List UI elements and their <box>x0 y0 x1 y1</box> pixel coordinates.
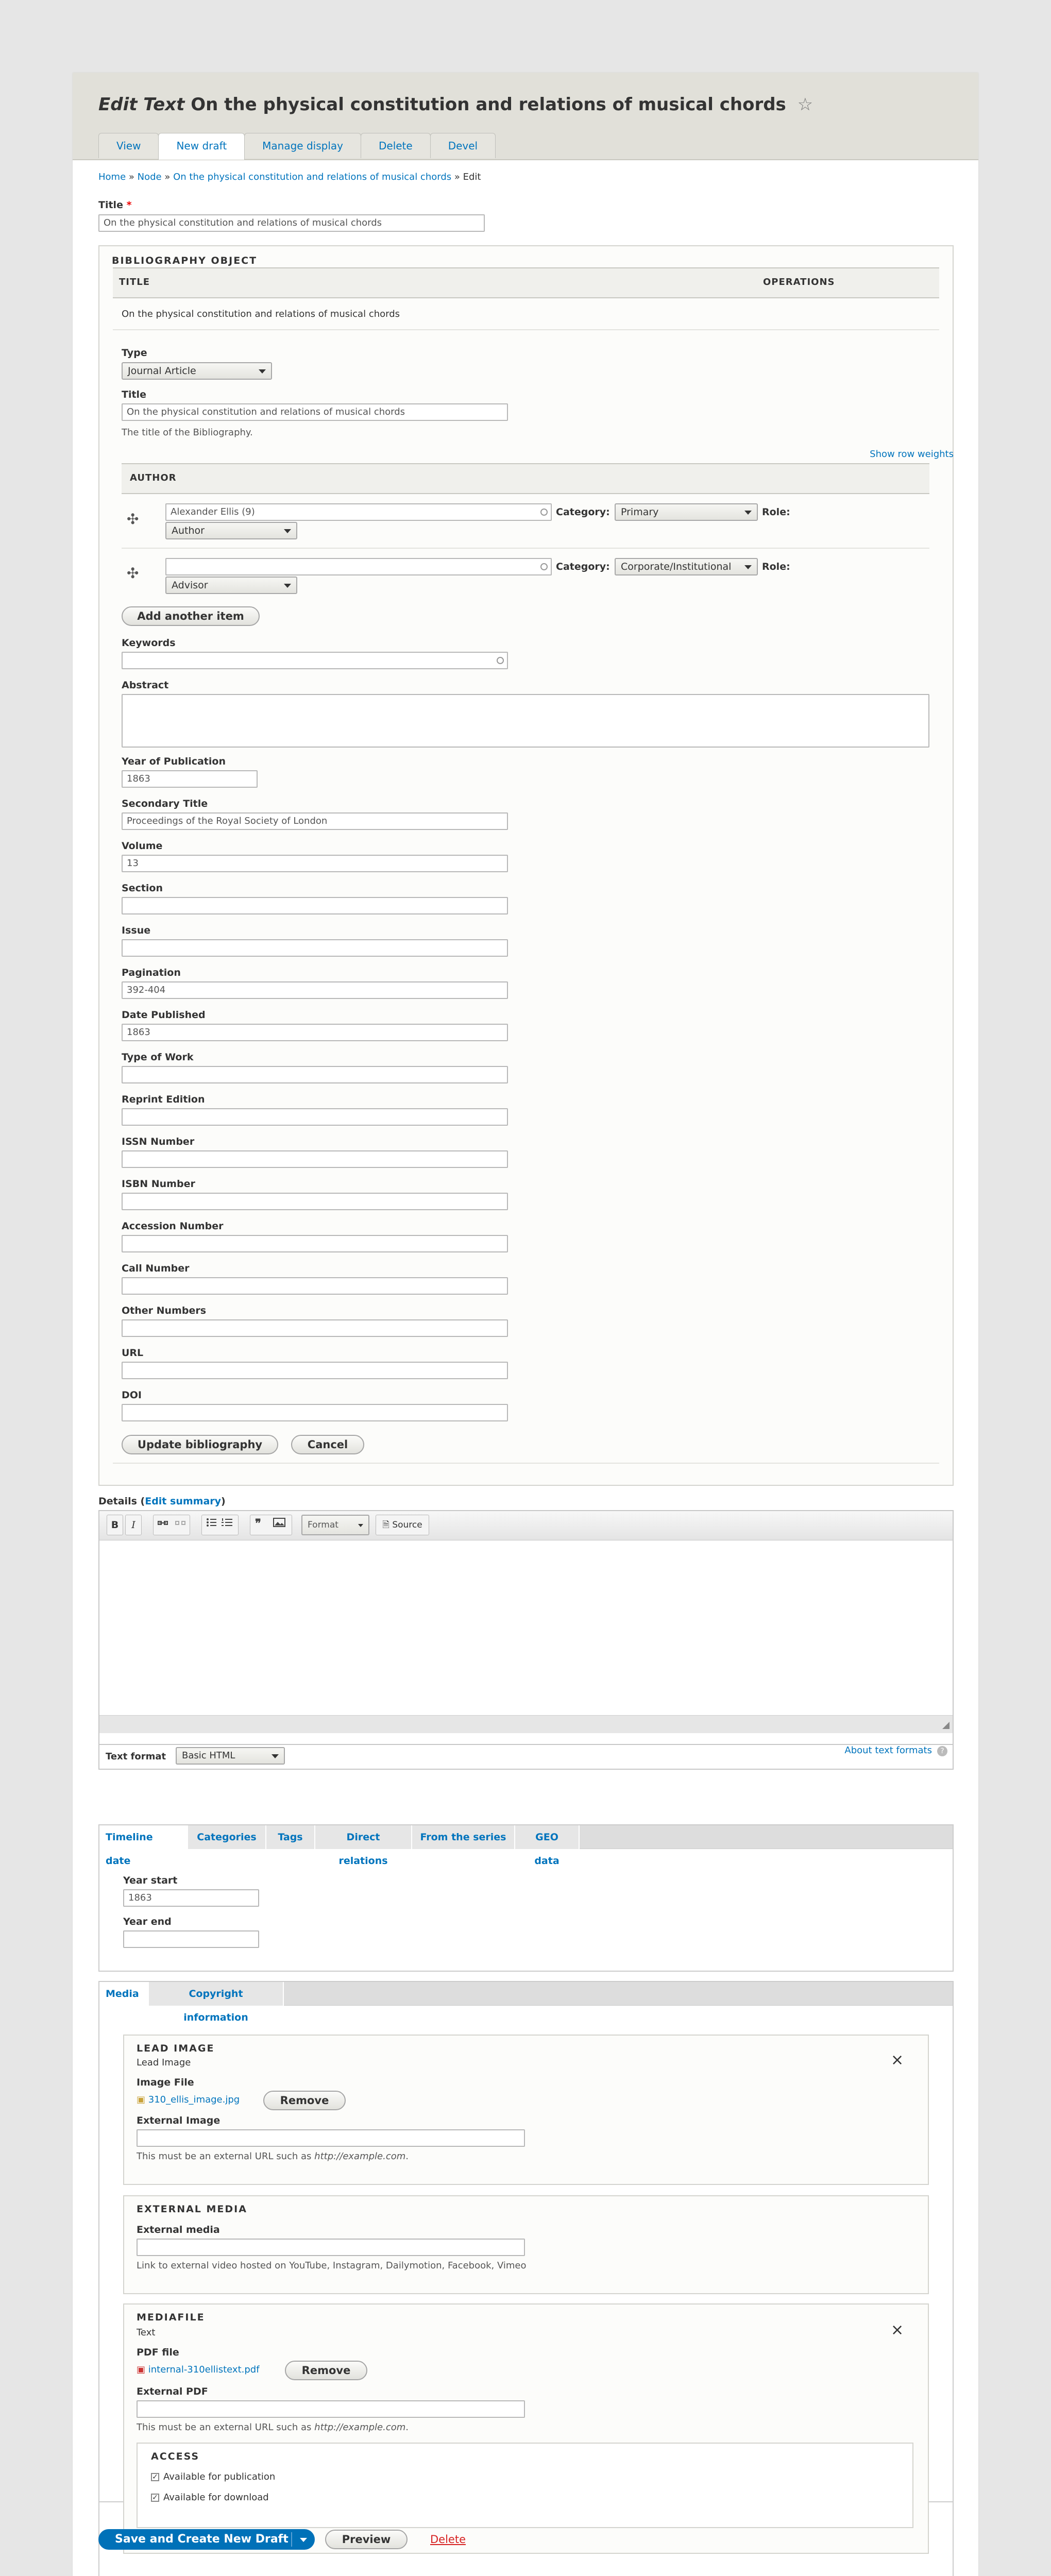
author-table-header <box>122 463 929 494</box>
tab-direct-relations[interactable]: Direct relations <box>315 1825 412 1849</box>
tab-timeline-date[interactable]: Timeline date <box>99 1825 188 1849</box>
field-label: URL <box>122 1347 144 1359</box>
tab-delete[interactable]: Delete <box>361 133 431 158</box>
format-dropdown-value: Format <box>308 1520 338 1530</box>
available-download-checkbox[interactable]: ✓ <box>151 2494 159 2502</box>
available-publication-checkbox[interactable]: ✓ <box>151 2473 159 2481</box>
available-download-label: Available for download <box>163 2492 269 2503</box>
external-media-legend: EXTERNAL MEDIA <box>137 2204 247 2215</box>
type-of-work-input[interactable] <box>122 1066 508 1083</box>
source-label: Source <box>392 1520 422 1530</box>
divider <box>113 1463 939 1464</box>
bibliography-legend: BIBLIOGRAPHY OBJECT <box>112 255 258 266</box>
tab-new-draft[interactable]: New draft <box>158 133 245 160</box>
text-format-wrapper <box>98 1745 954 1770</box>
drag-handle-icon[interactable]: ✣ <box>127 511 139 528</box>
about-text-formats-link[interactable]: About text formats <box>844 1745 932 1756</box>
tab-copyright-information[interactable]: Copyright information <box>149 1982 284 2006</box>
year-of-publication-input[interactable]: 1863 <box>122 770 258 788</box>
text-format-label: Text format <box>106 1751 166 1762</box>
secondary-title-input[interactable]: Proceedings of the Royal Society of London <box>122 812 508 830</box>
role-select-value: Author <box>172 525 205 536</box>
keywords-input[interactable] <box>122 652 508 669</box>
title-input[interactable]: On the physical constitution and relations of musical chords <box>98 214 485 232</box>
save-button[interactable] <box>98 2529 315 2550</box>
breadcrumb-node[interactable]: Node <box>137 172 162 182</box>
source-button[interactable] <box>376 1515 429 1535</box>
image-file-label: Image File <box>137 2077 194 2088</box>
external-image-label: External Image <box>137 2115 221 2126</box>
isbn-number-input[interactable] <box>122 1193 508 1210</box>
available-download-row[interactable] <box>151 2492 269 2503</box>
author-name-input[interactable] <box>165 503 552 521</box>
help-icon[interactable]: ? <box>937 1746 947 1756</box>
title-label-text: Title <box>98 199 123 211</box>
url-input[interactable] <box>122 1362 508 1379</box>
image-file-row <box>137 2094 240 2105</box>
page-header <box>73 73 978 160</box>
year-start-label: Year start <box>123 1875 178 1886</box>
tab-media[interactable]: Media <box>99 1982 149 2006</box>
role-select[interactable] <box>165 522 297 539</box>
chevron-down-icon <box>284 584 291 588</box>
field-label: ISSN Number <box>122 1136 195 1147</box>
other-numbers-input[interactable] <box>122 1319 508 1337</box>
format-dropdown[interactable] <box>301 1515 369 1535</box>
autocomplete-icon <box>540 563 548 570</box>
details-label: Details (Edit summary) <box>98 1496 226 1507</box>
field-label: Issue <box>122 925 151 936</box>
external-media-input[interactable] <box>137 2239 525 2256</box>
bibliography-table-header <box>113 267 939 298</box>
external-pdf-input[interactable] <box>137 2400 525 2418</box>
cancel-button[interactable]: Cancel <box>291 1435 364 1454</box>
field-label: Year of Publication <box>122 756 226 767</box>
chevron-down-icon <box>358 1524 363 1527</box>
available-publication-label: Available for publication <box>163 2471 276 2482</box>
chevron-down-icon[interactable] <box>300 2538 307 2542</box>
autocomplete-icon <box>497 657 504 664</box>
desc-suffix: . <box>405 2422 409 2433</box>
pdf-file-row <box>137 2364 260 2375</box>
page-title <box>98 94 813 115</box>
external-image-description <box>137 2151 409 2162</box>
field-label: Date Published <box>122 1009 206 1021</box>
text-format-value: Basic HTML <box>182 1750 235 1761</box>
field-label: Pagination <box>122 967 181 978</box>
access-legend: ACCESS <box>151 2451 200 2462</box>
abstract-textarea[interactable] <box>122 694 929 748</box>
field-label: ISBN Number <box>122 1178 195 1190</box>
italic-button[interactable]: I <box>125 1515 142 1535</box>
editor-container <box>98 1510 954 1745</box>
remove-pdf-button[interactable]: Remove <box>285 2361 367 2380</box>
delete-link[interactable]: Delete <box>430 2533 466 2546</box>
breadcrumb-separator: » <box>454 172 460 182</box>
desc-suffix: . <box>405 2151 409 2162</box>
access-fieldset <box>137 2443 913 2528</box>
mediafile-legend: MEDIAFILE <box>137 2312 205 2323</box>
preview-button[interactable]: Preview <box>325 2530 408 2549</box>
edit-summary-link[interactable]: Edit summary <box>145 1496 222 1507</box>
issue-input[interactable] <box>122 939 508 957</box>
type-select[interactable] <box>122 362 272 380</box>
doi-input[interactable] <box>122 1404 508 1421</box>
field-label: Call Number <box>122 1263 190 1274</box>
details-label-text: Details <box>98 1496 137 1507</box>
chevron-down-icon <box>259 369 266 374</box>
category-label: Category: <box>556 561 610 572</box>
page-title-text: On the physical constitution and relations of musical chords <box>191 94 786 115</box>
field-label: Secondary Title <box>122 798 208 809</box>
category-select-value: Corporate/Institutional <box>621 561 732 572</box>
image-file-link[interactable]: 310_ellis_image.jpg <box>148 2094 240 2105</box>
external-image-input[interactable] <box>137 2129 525 2147</box>
year-start-input[interactable]: 1863 <box>123 1889 259 1907</box>
lead-image-legend: LEAD IMAGE <box>137 2043 215 2054</box>
blockquote-icon[interactable] <box>250 1515 292 1535</box>
breadcrumb <box>98 172 481 182</box>
category-select[interactable] <box>615 558 758 575</box>
pdf-file-label: PDF file <box>137 2347 179 2358</box>
field-label: Volume <box>122 840 163 852</box>
lead-image-subtitle: Lead Image <box>137 2057 191 2068</box>
bib-title-input[interactable]: On the physical constitution and relations of musical chords <box>122 403 508 421</box>
divider <box>122 548 929 549</box>
breadcrumb-home[interactable]: Home <box>98 172 126 182</box>
resize-handle-icon[interactable] <box>942 1722 950 1729</box>
keywords-label: Keywords <box>122 637 176 649</box>
field-label: Accession Number <box>122 1221 224 1232</box>
external-pdf-description <box>137 2422 409 2433</box>
author-name-value: Alexander Ellis (9) <box>171 506 255 517</box>
page-title-prefix: Edit Text <box>98 94 185 115</box>
desc-example: http://example.com <box>314 2151 406 2162</box>
chevron-down-icon <box>744 565 752 569</box>
category-select[interactable] <box>615 503 758 521</box>
tab-manage-display[interactable]: Manage display <box>244 133 361 158</box>
external-pdf-label: External PDF <box>137 2386 208 2397</box>
show-row-weights-link[interactable]: Show row weights <box>870 449 954 460</box>
title-label <box>98 199 132 211</box>
category-select-value: Primary <box>621 506 659 518</box>
pdf-file-icon: ▣ <box>137 2364 146 2375</box>
category-label: Category: <box>556 506 610 518</box>
col-operations: OPERATIONS <box>763 277 835 287</box>
tab-geo-data[interactable]: GEO data <box>515 1825 580 1849</box>
tab-from-the-series[interactable]: From the series <box>412 1825 515 1849</box>
remove-image-button[interactable]: Remove <box>263 2091 346 2110</box>
available-publication-row[interactable] <box>151 2471 275 2482</box>
chevron-down-icon <box>284 529 291 533</box>
field-label: Other Numbers <box>122 1305 207 1316</box>
required-marker: * <box>126 199 132 211</box>
pagination-input[interactable]: 392-404 <box>122 981 508 999</box>
breadcrumb-separator: » <box>164 172 171 182</box>
accession-number-input[interactable] <box>122 1235 508 1252</box>
volume-input[interactable]: 13 <box>122 855 508 872</box>
bibliography-row-title: On the physical constitution and relations of musical chords <box>122 309 400 319</box>
field-label: Type of Work <box>122 1052 194 1063</box>
tab-categories[interactable]: Categories <box>188 1825 266 1849</box>
save-button-label: Save and Create New Draft <box>115 2533 289 2546</box>
media-tabs <box>99 1982 953 2023</box>
bold-button[interactable]: B <box>107 1515 123 1535</box>
breadcrumb-page[interactable]: On the physical constitution and relations of musical chords <box>173 172 452 182</box>
role-select-value: Advisor <box>172 580 208 591</box>
role-label: Role: <box>762 561 790 572</box>
tab-tags[interactable]: Tags <box>266 1825 315 1849</box>
svg-text:❞: ❞ <box>255 1517 261 1528</box>
list-icon[interactable] <box>201 1515 239 1535</box>
breadcrumb-separator: » <box>128 172 134 182</box>
type-label: Type <box>122 347 147 359</box>
desc-example: http://example.com <box>314 2422 406 2433</box>
page <box>73 73 978 2576</box>
bib-title-label: Title <box>122 389 146 400</box>
tab-view[interactable]: View <box>98 133 159 158</box>
close-icon[interactable]: × <box>891 2321 904 2339</box>
field-label: Section <box>122 883 163 894</box>
image-file-icon: ▣ <box>137 2094 146 2105</box>
col-title: TITLE <box>119 277 150 287</box>
type-select-value: Journal Article <box>128 365 196 377</box>
lead-image-fieldset <box>123 2035 929 2185</box>
link-icon[interactable] <box>153 1515 190 1535</box>
divider <box>113 329 939 330</box>
role-label: Role: <box>762 506 790 518</box>
add-another-item-button[interactable]: Add another item <box>122 606 260 626</box>
editor-statusbar <box>99 1715 953 1733</box>
section-input[interactable] <box>122 897 508 914</box>
year-end-input[interactable] <box>123 1930 259 1948</box>
document-icon: 🗎 <box>382 1520 389 1530</box>
button-split-divider <box>291 2532 292 2547</box>
field-label: Reprint Edition <box>122 1094 205 1105</box>
tab-devel[interactable]: Devel <box>430 133 496 158</box>
drag-handle-icon[interactable]: ✣ <box>127 565 139 582</box>
author-name-input[interactable] <box>165 558 552 575</box>
breadcrumb-current: Edit <box>463 172 481 182</box>
date-published-input[interactable]: 1863 <box>122 1024 508 1041</box>
external-media-description: Link to external video hosted on YouTube, Instagram, Dailymotion, Facebook, Vimeo <box>137 2260 527 2271</box>
chevron-down-icon <box>744 511 752 515</box>
call-number-input[interactable] <box>122 1277 508 1295</box>
update-bibliography-button[interactable]: Update bibliography <box>122 1435 278 1454</box>
desc-text: This must be an external URL such as <box>137 2422 312 2433</box>
timeline-tabs <box>99 1825 953 1867</box>
issn-number-input[interactable] <box>122 1150 508 1168</box>
star-icon[interactable]: ☆ <box>797 94 813 115</box>
field-label: DOI <box>122 1389 142 1401</box>
pdf-file-link[interactable]: internal-310ellistext.pdf <box>148 2364 260 2375</box>
abstract-label: Abstract <box>122 680 169 691</box>
mediafile-subtitle: Text <box>137 2327 156 2338</box>
editor-body[interactable] <box>99 1540 953 1715</box>
close-icon[interactable]: × <box>891 2051 904 2069</box>
year-end-label: Year end <box>123 1916 172 1927</box>
text-format-select[interactable] <box>176 1747 285 1765</box>
role-select[interactable] <box>165 577 297 594</box>
desc-text: This must be an external URL such as <box>137 2151 312 2162</box>
external-media-label: External media <box>137 2224 220 2235</box>
editor-toolbar <box>99 1511 953 1540</box>
bib-title-description: The title of the Bibliography. <box>122 427 253 438</box>
primary-tabs <box>98 133 495 159</box>
chevron-down-icon <box>272 1754 279 1758</box>
autocomplete-icon <box>540 509 548 516</box>
reprint-edition-input[interactable] <box>122 1108 508 1126</box>
author-header: AUTHOR <box>130 472 177 483</box>
